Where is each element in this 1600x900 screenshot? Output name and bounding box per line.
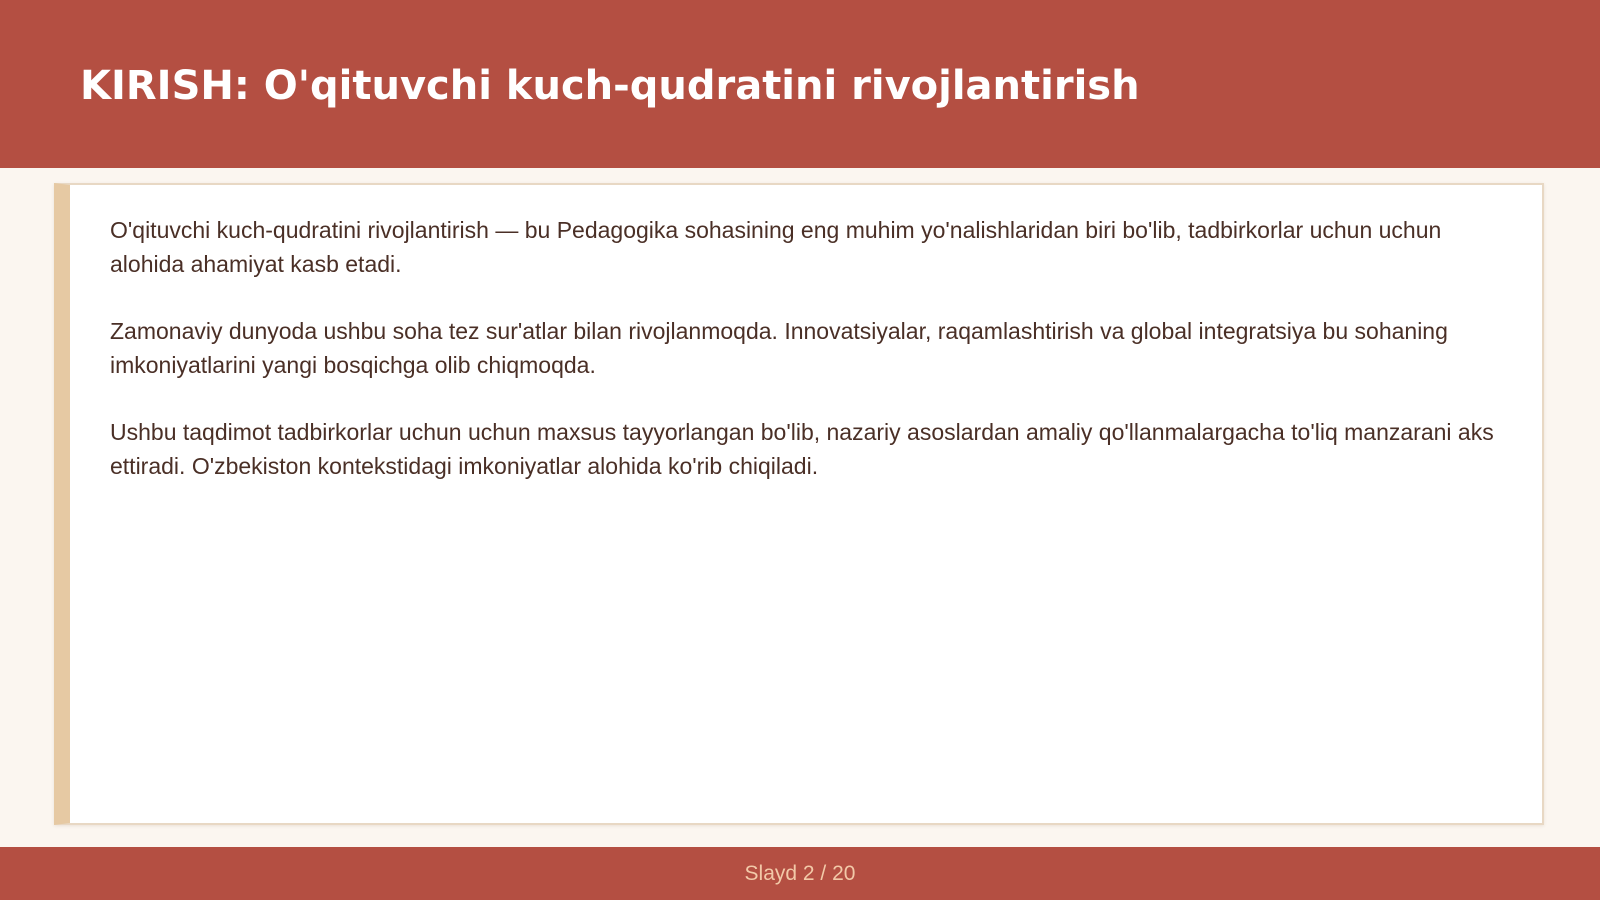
content-card [54, 183, 1544, 825]
slide-footer [0, 847, 1600, 900]
slide-header [0, 0, 1600, 168]
paragraph-presentation-purpose: Ushbu taqdimot tadbirkorlar uchun uchun maxsus tayyorlangan bo'lib, nazariy asoslardan amaliy qo'llanmalargacha to'liq manzarani aks ettiradi. O'zbekiston kontekstidagi imkoniyatlar alohida ko'rib chiqiladi. [110, 419, 1494, 479]
slide-counter: Slayd 2 / 20 [744, 862, 856, 885]
content-body [110, 213, 1500, 516]
slide-title: KIRISH: O'qituvchi kuch-qudratini rivojlantirish [80, 63, 1140, 109]
paragraph-intro: O'qituvchi kuch-qudratini rivojlantirish — bu Pedagogika sohasining eng muhim yo'nalishlaridan biri bo'lib, tadbirkorlar uchun uchun alohida ahamiyat kasb etadi. [110, 217, 1442, 277]
paragraph-modern-world: Zamonaviy dunyoda ushbu soha tez sur'atlar bilan rivojlanmoqda. Innovatsiyalar, raqamlashtirish va global integratsiya bu sohaning imkoniyatlarini yangi bosqichga olib chiqmoqda. [110, 318, 1448, 378]
